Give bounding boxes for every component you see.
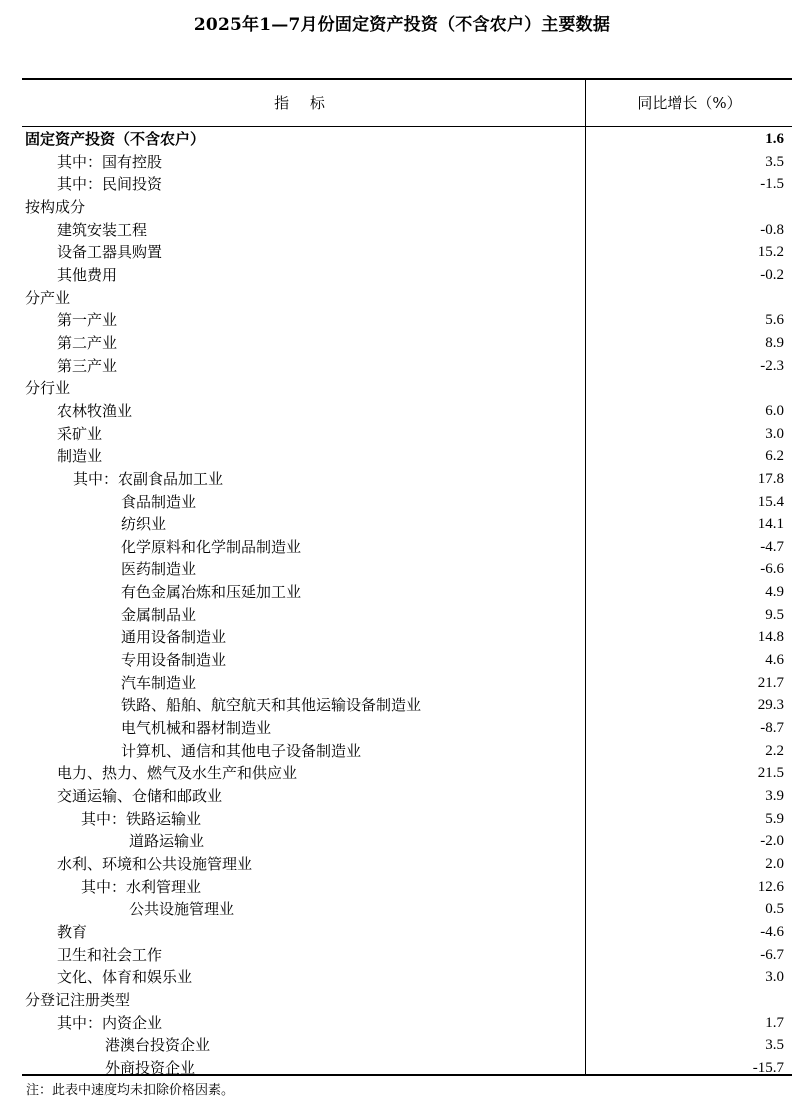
row-label: 其他费用: [57, 265, 118, 284]
row-label: 金属制品业: [121, 605, 197, 624]
table-row: [22, 853, 792, 876]
row-value: 4.9: [765, 584, 784, 601]
table-row: [22, 151, 792, 174]
row-value: 6.0: [765, 402, 784, 419]
row-label: 电力、热力、燃气及水生产和供应业: [57, 764, 298, 783]
row-value: 21.5: [757, 765, 784, 782]
table-row: [22, 604, 792, 627]
row-value: -15.7: [752, 1059, 784, 1076]
table-row: [22, 581, 792, 604]
row-label: 第三产业: [57, 356, 118, 375]
page-title: 2025年1—7月份固定资产投资（不含农户）主要数据: [193, 15, 611, 35]
row-label: 卫生和社会工作: [57, 945, 163, 964]
row-value: 8.9: [765, 334, 784, 351]
table-row: [22, 717, 792, 740]
row-label: 其中：民间投资: [57, 175, 163, 194]
row-label: 有色金属冶炼和压延加工业: [121, 583, 302, 602]
table-body: [22, 128, 792, 1080]
row-label: 医药制造业: [121, 560, 197, 579]
row-label: 食品制造业: [121, 492, 197, 511]
row-label: 农林牧渔业: [57, 401, 133, 420]
row-value: -6.7: [760, 946, 784, 963]
row-value: 4.6: [765, 652, 784, 669]
row-label: 按构成分: [25, 197, 86, 216]
table-row: [22, 672, 792, 695]
row-label: 制造业: [57, 447, 103, 466]
row-label: 采矿业: [57, 424, 103, 443]
row-value: 1.7: [765, 1014, 784, 1031]
row-value: 14.8: [757, 629, 784, 646]
row-label: 化学原料和化学制品制造业: [121, 537, 302, 556]
table-row: [22, 762, 792, 785]
row-label: 其中：国有控股: [57, 152, 163, 171]
table-row: [22, 309, 792, 332]
data-table: [22, 78, 792, 1076]
table-row: [22, 876, 792, 899]
row-value: 6.2: [765, 448, 784, 465]
table-row: [22, 173, 792, 196]
table-row: [22, 740, 792, 763]
table-row: [22, 491, 792, 514]
row-label: 港澳台投资企业: [105, 1036, 211, 1055]
row-label: 其中：农副食品加工业: [73, 469, 224, 488]
row-label: 分登记注册类型: [25, 990, 131, 1009]
row-label: 分行业: [25, 379, 71, 398]
row-value: -1.5: [760, 176, 784, 193]
table-row: [22, 400, 792, 423]
row-value: 12.6: [757, 878, 784, 895]
table-row: [22, 694, 792, 717]
table-row: [22, 128, 792, 151]
row-value: 15.2: [757, 244, 784, 261]
row-label: 计算机、通信和其他电子设备制造业: [121, 741, 362, 760]
row-label: 汽车制造业: [121, 673, 197, 692]
row-value: 14.1: [757, 516, 784, 533]
footnote: 注：此表中速度均未扣除价格因素。: [26, 1083, 235, 1098]
row-label: 设备工器具购置: [57, 243, 163, 262]
row-label: 第二产业: [57, 333, 118, 352]
row-value: -6.6: [760, 561, 784, 578]
table-row: [22, 944, 792, 967]
row-value: -2.3: [760, 357, 784, 374]
row-value: -4.6: [760, 923, 784, 940]
row-value: 2.2: [765, 742, 784, 759]
row-label: 第一产业: [57, 311, 118, 330]
table-row: [22, 355, 792, 378]
row-label: 水利、环境和公共设施管理业: [57, 855, 253, 873]
row-label: 教育: [57, 922, 88, 941]
row-value: -0.2: [760, 266, 784, 283]
table-row: [22, 989, 792, 1012]
table-row: [22, 468, 792, 491]
row-value: 1.6: [765, 131, 784, 147]
row-label: 外商投资企业: [105, 1058, 196, 1077]
row-value: 3.5: [765, 153, 784, 170]
table-row: [22, 921, 792, 944]
row-value: 3.5: [765, 1037, 784, 1054]
table-row: [22, 241, 792, 264]
row-value: 3.0: [765, 425, 784, 442]
row-label: 分产业: [25, 288, 71, 307]
table-row: [22, 287, 792, 310]
row-value: 3.0: [765, 969, 784, 986]
row-value: 17.8: [757, 470, 784, 487]
table-row: [22, 898, 792, 921]
row-value: -8.7: [760, 720, 784, 737]
table-row: [22, 536, 792, 559]
table-row: [22, 196, 792, 219]
table-row: [22, 626, 792, 649]
row-value: 5.6: [765, 312, 784, 329]
header-growth: 同比增长（%）: [637, 94, 742, 112]
row-value: 3.9: [765, 788, 784, 805]
row-value: 21.7: [757, 674, 784, 691]
table-row: [22, 513, 792, 536]
table-row: [22, 966, 792, 989]
row-label: 铁路、船舶、航空航天和其他运输设备制造业: [121, 696, 422, 715]
table-row: [22, 1057, 792, 1080]
table-row: [22, 423, 792, 446]
table-row: [22, 1034, 792, 1057]
header-indicator: 指 标: [274, 94, 333, 112]
row-value: 5.9: [765, 810, 784, 827]
table-row: [22, 649, 792, 672]
table-header: [22, 80, 792, 127]
row-label: 公共设施管理业: [129, 900, 235, 919]
table-row: [22, 830, 792, 853]
table-row: [22, 377, 792, 400]
row-value: 15.4: [757, 493, 784, 510]
row-label: 电气机械和器材制造业: [121, 719, 272, 738]
row-value: 29.3: [757, 697, 784, 714]
row-label: 其中：铁路运输业: [81, 809, 202, 828]
table-row: [22, 332, 792, 355]
row-value: 0.5: [765, 901, 784, 918]
row-label: 道路运输业: [129, 832, 205, 851]
table-row: [22, 445, 792, 468]
row-value: -4.7: [760, 538, 784, 555]
row-label: 通用设备制造业: [121, 628, 227, 647]
row-label: 纺织业: [121, 515, 167, 534]
row-value: 9.5: [765, 606, 784, 623]
table-row: [22, 219, 792, 242]
row-value: 2.0: [765, 856, 784, 872]
row-value: -2.0: [760, 833, 784, 850]
row-label: 固定资产投资（不含农户）: [25, 130, 206, 148]
row-label: 建筑安装工程: [57, 220, 148, 239]
table-row: [22, 1012, 792, 1035]
row-label: 其中：水利管理业: [81, 877, 202, 896]
table-row: [22, 264, 792, 287]
row-value: -0.8: [760, 221, 784, 238]
row-label: 专用设备制造业: [121, 651, 227, 670]
row-label: 其中：内资企业: [57, 1013, 163, 1032]
row-label: 文化、体育和娱乐业: [57, 968, 193, 987]
row-label: 交通运输、仓储和邮政业: [57, 787, 223, 806]
table-row: [22, 808, 792, 831]
table-row: [22, 558, 792, 581]
table-row: [22, 785, 792, 808]
